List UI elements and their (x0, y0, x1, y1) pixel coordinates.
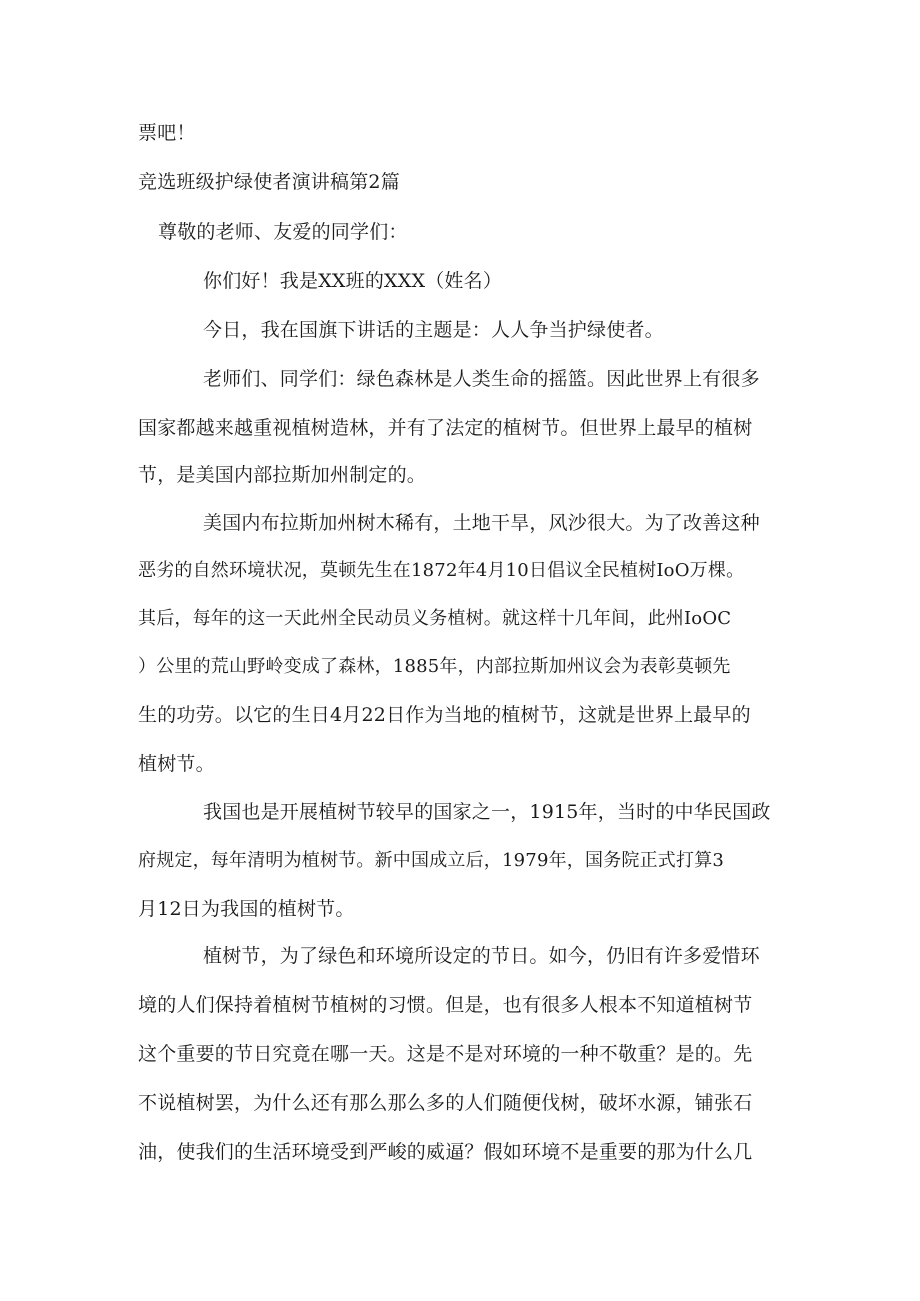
text-line: 其后，每年的这一天此州全民动员义务植树。就这样十几年间，此州IoOC (138, 608, 732, 629)
section-heading: 竞选班级护绿使者演讲稿第2篇 (138, 171, 400, 193)
text-line: 油，使我们的生活环境受到严峻的威逼？假如环境不是重要的那为什么几 (138, 1141, 753, 1163)
text-line: 今日，我在国旗下讲话的主题是：人人争当护绿使者。 (203, 319, 664, 341)
text-line: 植树节，为了绿色和环境所设定的节日。如今，仍旧有许多爱惜环 (203, 945, 760, 967)
text-line: 票吧！ (138, 122, 196, 144)
text-line: 恶劣的自然环境状况，莫顿先生在1872年4月10日倡议全民植树IoO万棵。 (138, 560, 745, 581)
text-line: 我国也是开展植树节较早的国家之一，1915年，当时的中华民国政 (203, 801, 771, 823)
text-line: 这个重要的节日究竟在哪一天。这是不是对环境的一种不敬重？是的。先 (138, 1043, 753, 1065)
text-line: 府规定，每年清明为植树节。新中国成立后，1979年，国务院正式打算3 (138, 850, 725, 871)
salutation: 尊敬的老师、友爱的同学们： (158, 221, 408, 243)
text-line: 美国内布拉斯加州树木稀有，土地干旱，风沙很大。为了改善这种 (203, 512, 760, 534)
text-line: 生的功劳。以它的生日4月22日作为当地的植树节，这就是世界上最早的 (138, 704, 751, 726)
text-line: 老师们、同学们：绿色森林是人类生命的摇篮。因此世界上有很多 (203, 368, 760, 390)
text-line: 国家都越来越重视植树造林，并有了法定的植树节。但世界上最早的植树 (138, 417, 753, 439)
text-line: 不说植树罢，为什么还有那么那么多的人们随便伐树，破坏水源，铺张石 (138, 1092, 753, 1114)
text-line: ）公里的荒山野岭变成了森林，1885年，内部拉斯加州议会为表彰莫顿先 (138, 656, 731, 677)
text-line: 境的人们保持着植树节植树的习惯。但是，也有很多人根本不知道植树节 (138, 994, 753, 1016)
text-line: 月12日为我国的植树节。 (138, 898, 355, 920)
greeting: 你们好！我是XX班的XXX（姓名） (203, 270, 503, 292)
text-line: 植树节。 (138, 753, 215, 775)
text-line: 节，是美国内部拉斯加州制定的。 (138, 464, 427, 486)
